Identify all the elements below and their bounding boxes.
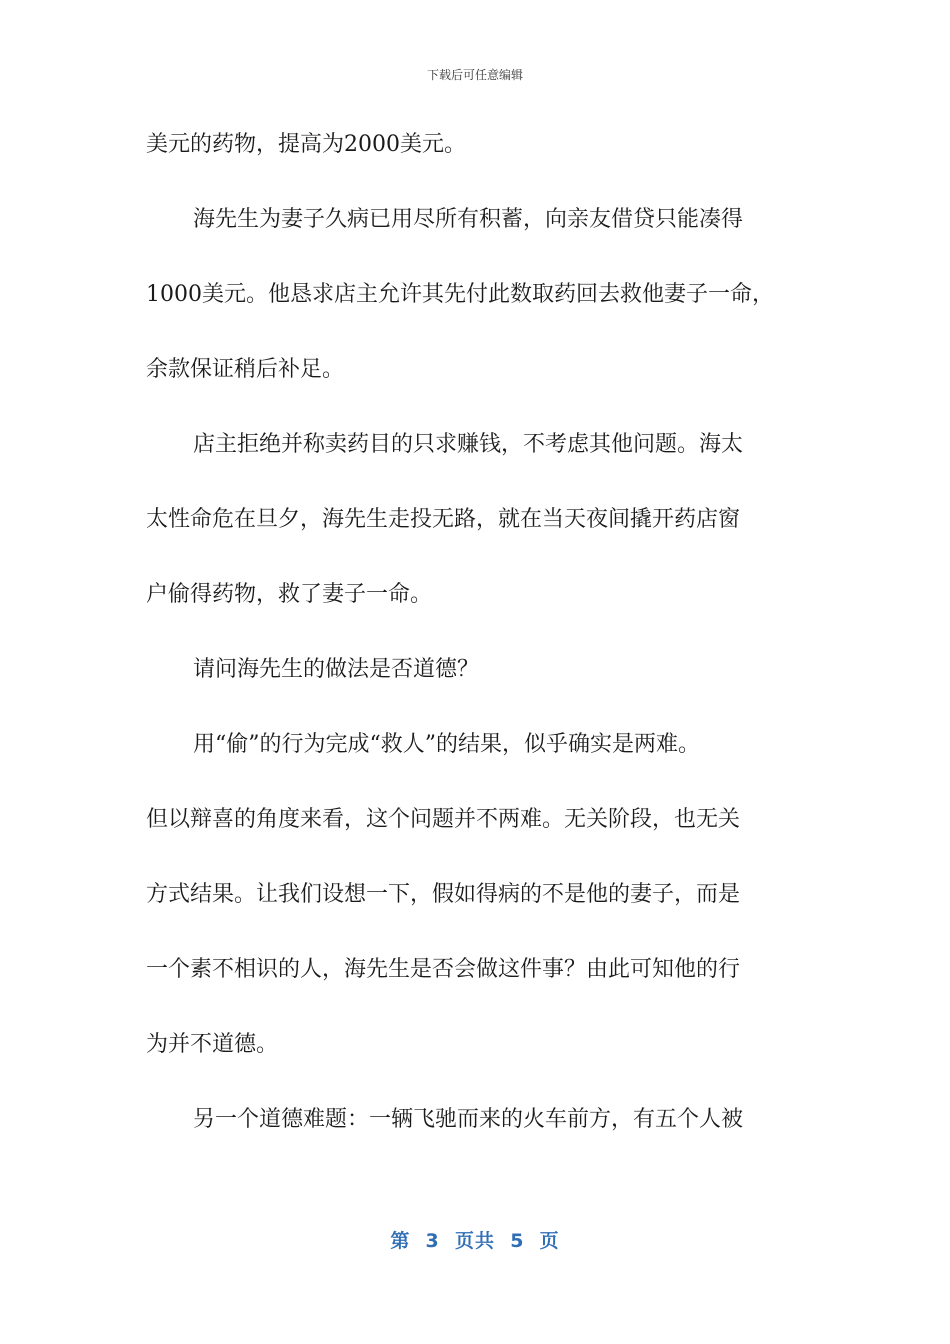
text-line: 太性命危在旦夕，海先生走投无路，就在当天夜间撬开药店窗 [146,507,741,532]
text-line: 户偷得药物，救了妻子一命。 [146,582,433,607]
page-header-note: 下载后可任意编辑 [426,68,523,82]
text-line: 海先生为妻子久病已用尽所有积蓄，向亲友借贷只能凑得 [193,207,744,232]
text-line: 方式结果。让我们设想一下，假如得病的不是他的妻子，而是 [146,882,741,907]
text-line: 用“偷”的行为完成“救人”的结果，似乎确实是两难。 [193,732,700,757]
page-number-label: 第 3 页共 5 页 [390,1230,560,1252]
text-line: 店主拒绝并称卖药目的只求赚钱，不考虑其他问题。海太 [193,432,744,457]
text-line: 一个素不相识的人，海先生是否会做这件事？由此可知他的行 [146,957,741,982]
text-line: 另一个道德难题：一辆飞驰而来的火车前方，有五个人被 [193,1107,744,1132]
text-line: 请问海先生的做法是否道德？ [193,657,480,682]
text-line: 美元的药物，提高为2000美元。 [146,132,466,157]
text-line: 1000美元。他恳求店主允许其先付此数取药回去救他妻子一命， [146,282,774,307]
text-line: 但以辩喜的角度来看，这个问题并不两难。无关阶段，也无关 [146,807,741,832]
text-line: 为并不道德。 [146,1032,279,1057]
page-number-footer [0,1226,950,1253]
text-line: 余款保证稍后补足。 [146,357,345,382]
